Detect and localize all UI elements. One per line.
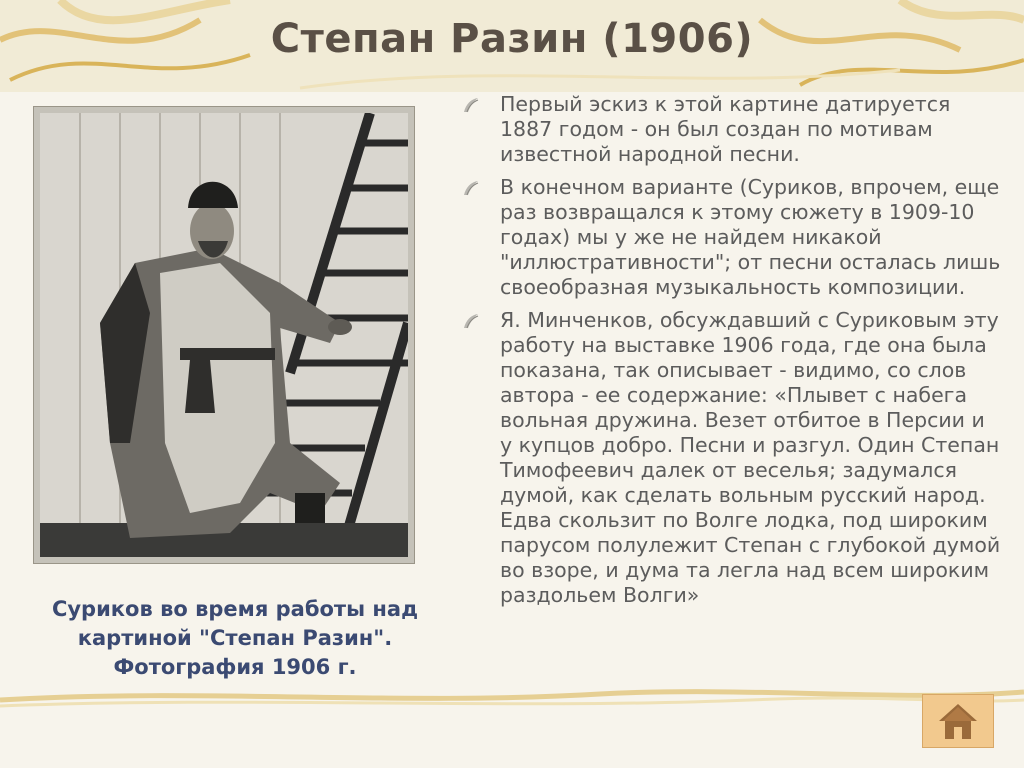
bullet-item bbox=[462, 92, 1002, 167]
photo-frame bbox=[33, 106, 415, 564]
bullet-swoosh-icon bbox=[462, 179, 480, 197]
photo-caption: Суриков во время работы над картиной "Степан Разин". Фотография 1906 г. bbox=[51, 597, 419, 679]
header-band bbox=[0, 0, 1024, 92]
surikov-photo bbox=[40, 113, 408, 557]
bullet-item bbox=[462, 175, 1002, 300]
bullet-text: В конечном варианте (Суриков, впрочем, еще раз возвращался к этому сюжету в 1909-10 годах) мы у же не найдем никакой "иллюстративности"; от песни осталась лишь своеобразная музыкальность композиции. bbox=[500, 175, 1001, 299]
footer-swirl-decoration bbox=[0, 680, 1024, 710]
bullet-swoosh-icon bbox=[462, 312, 480, 330]
bullet-text: Я. Минченков, обсуждавший с Суриковым эту работу на выставке 1906 года, где она была показана, так описывает - видимо, со слов автора - ее содержание: «Плывет с набега вольная дружина. Везет отбитое в Персии и у купцов добро. Песни и разгул. Один Степан Тимофеевич далек от веселья; задумался думой, как сделать вольным русский народ. Едва скользит по Волге лодка, под широким парусом полулежит Степан с глубокой думой во взоре, и дума та легла над всем широким раздольем Волги» bbox=[500, 308, 1001, 607]
bullet-swoosh-icon bbox=[462, 96, 480, 114]
bullet-item bbox=[462, 308, 1002, 608]
home-button[interactable] bbox=[922, 694, 994, 748]
slide-title: Степан Разин (1906) bbox=[270, 16, 754, 62]
bullet-list bbox=[462, 92, 1002, 616]
bullet-text: Первый эскиз к этой картине датируется 1887 годом - он был создан по мотивам известной народной песни. bbox=[500, 92, 951, 166]
home-icon bbox=[937, 701, 979, 741]
